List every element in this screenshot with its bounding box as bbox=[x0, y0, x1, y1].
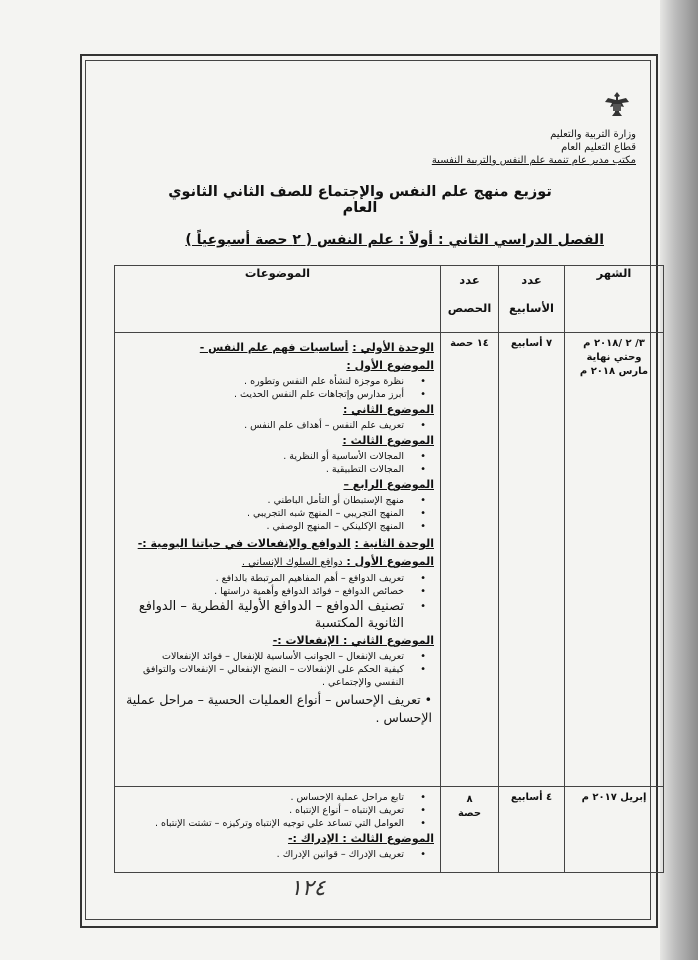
page-shadow-edge bbox=[660, 0, 698, 960]
periods-cell bbox=[441, 787, 499, 873]
list-item: • المنهج التجريبي – المنهج شبه التجريبي . bbox=[121, 507, 404, 520]
list-item: • المنهج الإكلينكي – المنهج الوصفي . bbox=[121, 520, 404, 533]
unit-label: الوحدة الأولي : bbox=[352, 341, 434, 354]
month-cell: إبريل ٢٠١٧ م bbox=[565, 787, 664, 873]
weeks-cell: ٧ أسابيع bbox=[499, 333, 565, 787]
topic-heading bbox=[121, 555, 434, 570]
month-line: وحتي نهاية bbox=[586, 352, 642, 363]
ministry-name: وزارة التربية والتعليم bbox=[550, 129, 636, 140]
topic-items bbox=[121, 650, 434, 689]
topic-heading bbox=[121, 634, 434, 648]
topic-heading bbox=[121, 832, 434, 846]
sector-name: قطاع التعليم العام bbox=[561, 142, 636, 153]
topic-subject: دوافع السلوك الإنساني . bbox=[241, 557, 343, 568]
list-item: • نظرة موجزة لنشأة علم النفس وتطوره . bbox=[121, 375, 404, 388]
month-line: مارس ٢٠١٨ م bbox=[579, 366, 649, 377]
topic-title: الموضوع الثالث : bbox=[342, 832, 434, 845]
periods-header-line2: الحصص bbox=[447, 301, 492, 315]
topic-heading: الموضوع الثاني : bbox=[342, 403, 434, 416]
topic-items bbox=[121, 791, 434, 830]
column-header-weeks bbox=[499, 266, 565, 333]
weeks-cell: ٤ أسابيع bbox=[499, 787, 565, 873]
ministry-header bbox=[356, 98, 636, 167]
periods-cell: ١٤ حصة bbox=[441, 333, 499, 787]
topics-cell bbox=[115, 787, 441, 873]
topic-items bbox=[121, 450, 434, 476]
topic-subject: الإنفعالات :- bbox=[272, 634, 340, 647]
list-item: • تعريف الإنفعال – الجوانب الأساسية للإنفعال – فوائد الإنفعالات bbox=[121, 650, 404, 663]
list-item: • المجالات الأساسية أو النظرية . bbox=[121, 450, 404, 463]
list-item: • منهج الإستبطان أو التأمل الباطني . bbox=[121, 494, 404, 507]
document-subtitle: الفصل الدراسي الثاني : أولاً : علم النفس ( ٢ حصة أسبوعياً ) bbox=[185, 232, 604, 248]
unit-name: أساسيات فهم علم النفس - bbox=[199, 341, 349, 354]
handwritten-note: • تعريف الإحساس – أنواع العمليات الحسية – مراحل عملية الإحساس . bbox=[121, 691, 434, 727]
topic-items bbox=[121, 848, 434, 861]
topic-heading: الموضوع الرابع – bbox=[343, 478, 434, 491]
topic-heading: الموضوع الثالث : bbox=[342, 434, 434, 447]
unit-name: الدوافع والإنفعالات في حياتنا اليومية :- bbox=[137, 537, 351, 550]
unit-heading bbox=[121, 537, 434, 551]
topic-items bbox=[121, 419, 434, 432]
handwritten-page-number: ١٢٤ bbox=[290, 876, 326, 901]
list-item: • خصائص الدوافع – فوائد الدوافع وأهمية دراستها . bbox=[121, 585, 404, 598]
topic-items bbox=[121, 572, 434, 632]
unit-label: الوحدة الثانية : bbox=[354, 537, 434, 550]
list-item: • تابع مراحل عملية الإحساس . bbox=[121, 791, 404, 804]
column-header-topics: الموضوعات bbox=[115, 266, 441, 333]
table-row bbox=[115, 333, 664, 787]
list-item: • كيفية الحكم على الإنفعالات – النضج الإنفعالي – الإنفعالات والتوافق النفسي والإجتماعي . bbox=[121, 663, 404, 689]
topics-cell bbox=[115, 333, 441, 787]
list-item: • تعريف الإدراك – قوانين الإدراك . bbox=[121, 848, 404, 861]
topic-title: الموضوع الثاني : bbox=[342, 634, 434, 647]
list-item: • المجالات التطبيقية . bbox=[121, 463, 404, 476]
list-item: • تعريف علم النفس – أهداف علم النفس . bbox=[121, 419, 404, 432]
weeks-header-line1: عدد bbox=[521, 273, 542, 287]
topic-heading: الموضوع الأول : bbox=[346, 359, 434, 372]
column-header-month: الشهر bbox=[565, 266, 664, 333]
document-title: توزيع منهج علم النفس والإجتماع للصف الثاني الثانوي العام bbox=[168, 184, 552, 216]
list-item: • تعريف الإنتباه – أنواع الإنتباه . bbox=[121, 804, 404, 817]
list-item: • أبرز مدارس وإتجاهات علم النفس الحديث . bbox=[121, 388, 404, 401]
list-item: • تصنيف الدوافع – الدوافع الأولية الفطرية – الدوافع الثانوية المكتسبة bbox=[121, 598, 404, 632]
topic-subject: الإدراك :- bbox=[287, 832, 339, 845]
periods-value: ٨ bbox=[466, 794, 473, 805]
column-header-periods bbox=[441, 266, 499, 333]
table-row bbox=[115, 787, 664, 873]
month-line: ٣/ ٢ /٢٠١٨ م bbox=[583, 338, 645, 349]
unit-heading bbox=[121, 341, 434, 355]
periods-header-line1: عدد bbox=[459, 273, 480, 287]
office-name: مكتب مدير عام تنمية علم النفس والتربية النفسية bbox=[431, 155, 636, 166]
weeks-header-line2: الأسابيع bbox=[508, 301, 554, 315]
list-item: • تعريف الدوافع – أهم المفاهيم المرتبطة بالدافع . bbox=[121, 572, 404, 585]
periods-unit: حصة bbox=[457, 808, 482, 819]
curriculum-table bbox=[114, 265, 664, 873]
list-item: • العوامل التي تساعد علي توجيه الإنتباه وتركيزه – تشتت الإنتباه . bbox=[121, 817, 404, 830]
topic-items bbox=[121, 375, 434, 401]
table-header-row bbox=[115, 266, 664, 333]
month-cell bbox=[565, 333, 664, 787]
topic-title: الموضوع الأول : bbox=[346, 555, 434, 568]
topic-items bbox=[121, 494, 434, 533]
